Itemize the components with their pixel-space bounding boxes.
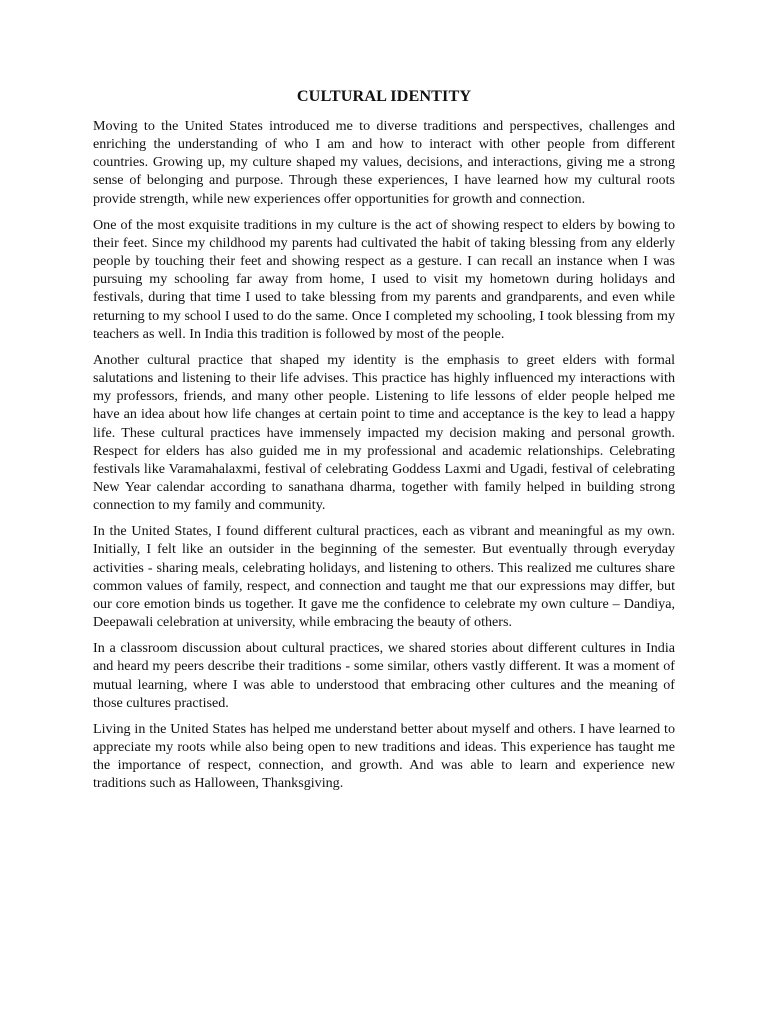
paragraph-formal-salutations: Another cultural practice that shaped my identity is the emphasis to greet elders with formal salutations and listening to their life advises. This practice has highly influenced my interactions with my professors, friends, and many other people. Listening to life lessons of elder people helped me have an idea about how life changes at certain point to time and acceptance is the key to lead a happy life. These cultural practices have immensely impacted my decision making and personal growth. Respect for elders has also guided me in my professional and academic relationships. Celebrating festivals like Varamahalaxmi, festival of celebrating Goddess Laxmi and Ugadi, festival of celebrating New Year calendar according to sanathana dharma, together with family helped in building strong connection to my family and community. xyxy=(93,351,675,514)
paragraph-intro: Moving to the United States introduced me to diverse traditions and perspectives, challenges and enriching the understanding of who I am and how to interact with other people from different countries. Growing up, my culture shaped my values, decisions, and interactions, giving me a strong sense of belonging and purpose. Through these experiences, I have learned how my cultural roots provide strength, while new experiences offer opportunities for growth and connection. xyxy=(93,118,675,207)
paragraph-united-states: In the United States, I found different cultural practices, each as vibrant and meaningful as my own. Initially, I felt like an outsider in the beginning of the semester. But eventually through everyday activities - sharing meals, celebrating holidays, and listening to others. This realized me cultures share common values of family, respect, and connection and taught me that our expressions may differ, but our core emotion binds us together. It gave me the confidence to celebrate my own culture – Dandiya, Deepawali celebration at university, while embracing the beauty of others. xyxy=(93,523,675,631)
paragraph-conclusion: Living in the United States has helped me understand better about myself and others. I have learned to appreciate my roots while also being open to new traditions and ideas. This experience has taught me the importance of respect, connection, and growth. And was able to learn and experience new traditions such as Halloween, Thanksgiving. xyxy=(93,720,675,792)
paragraph-classroom-discussion: In a classroom discussion about cultural practices, we shared stories about different cultures in India and heard my peers describe their traditions - some similar, others vastly different. It was a moment of mutual learning, where I was able to understood that embracing other cultures and the meaning of those cultures practised. xyxy=(93,640,675,711)
paragraph-respect-elders: One of the most exquisite traditions in my culture is the act of showing respect to elders by bowing to their feet. Since my childhood my parents had cultivated the habit of taking blessing from any elderly people by touching their feet and showing respect as a gesture. I can recall an instance when I was pursuing my schooling far away from home, I used to visit my hometown during holidays and festivals, during that time I used to take blessing from my parents and grandparents, and even while returning to my school I used to do the same. Once I completed my schooling, I took blessing from my teachers as well. In India this tradition is followed by most of the people. xyxy=(93,216,675,342)
document-title: CULTURAL IDENTITY xyxy=(296,87,472,105)
